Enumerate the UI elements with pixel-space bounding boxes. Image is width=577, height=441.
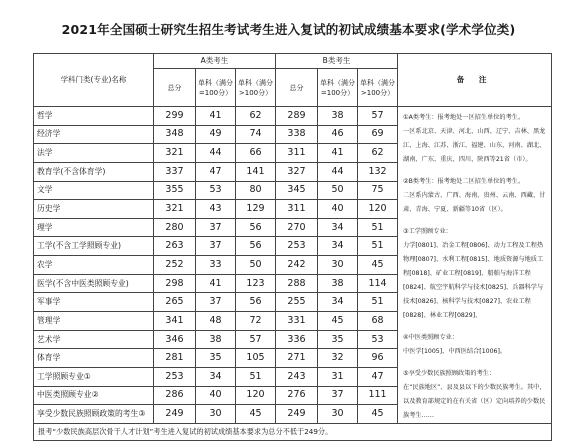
score-b-total: 327 [276,162,318,181]
score-a-s2: 129 [236,200,276,219]
score-a-total: 265 [154,293,196,312]
score-a-s2: 123 [236,274,276,293]
page-title: 2021年全国硕士研究生招生考试考生进入复试的初试成绩基本要求(学术学位类) [61,22,516,37]
score-b-total: 276 [276,386,318,405]
score-a-s2: 66 [236,144,276,163]
header-a-total: 总分 [154,69,196,107]
note-line: 中医学[1005]、中西医结合[1006]。 [403,348,507,355]
score-b-total: 243 [276,367,318,386]
score-b-s2: 57 [358,107,398,126]
score-b-total: 255 [276,293,318,312]
score-a-s2: 56 [236,218,276,237]
score-a-total: 286 [154,386,196,405]
score-b-total: 311 [276,200,318,219]
note-line: 二区系内蒙古、广西、海南、贵州、云南、西藏、甘肃、青海、宁夏、新疆等10省（区）。 [403,192,546,213]
score-b-total: 253 [276,237,318,256]
score-a-s1: 43 [196,200,236,219]
note-line: ⑤享受少数民族照顾政策的考生： [403,370,496,377]
score-b-s1: 37 [318,386,358,405]
score-a-s2: 74 [236,125,276,144]
note-line [403,167,548,175]
subject-name: 军事学 [34,293,154,312]
score-b-s2: 75 [358,181,398,200]
score-a-s2: 57 [236,330,276,349]
note-line: ①A类考生：报考地处一区招生单位的考生。 [403,114,525,121]
score-a-s1: 37 [196,218,236,237]
score-a-total: 263 [154,237,196,256]
score-b-total: 270 [276,218,318,237]
score-a-s2: 56 [236,237,276,256]
note-line [403,323,548,331]
score-b-s2: 114 [358,274,398,293]
note-line: ②B类考生：报考地处二区招生单位的考生。 [403,178,525,185]
header-notes: 备 注 [398,54,552,107]
subject-name: 管理学 [34,312,154,331]
score-a-total: 346 [154,330,196,349]
score-a-total: 355 [154,181,196,200]
score-b-total: 289 [276,107,318,126]
score-b-s1: 40 [318,200,358,219]
score-b-s1: 35 [318,330,358,349]
subject-name: 教育学(不含体育学) [34,162,154,181]
note-line [403,359,548,367]
score-b-s1: 34 [318,293,358,312]
header-zone-a: A类考生 [154,54,276,69]
score-b-s2: 120 [358,200,398,219]
score-a-s2: 105 [236,349,276,368]
score-a-total: 299 [154,107,196,126]
score-b-s2: 51 [358,237,398,256]
subject-name: 文学 [34,181,154,200]
score-b-s2: 45 [358,405,398,424]
header-row-1 [34,54,552,69]
score-b-total: 249 [276,405,318,424]
score-a-s1: 47 [196,162,236,181]
subject-name: 中医类照顾专业② [34,386,154,405]
header-b-single-over-100: 单科（满分>100分） [358,69,398,107]
score-a-s1: 33 [196,256,236,275]
subject-name: 艺术学 [34,330,154,349]
subject-name: 理学 [34,218,154,237]
subject-name: 工学(不含工学照顾专业) [34,237,154,256]
score-b-total: 288 [276,274,318,293]
score-a-total: 249 [154,405,196,424]
score-b-s2: 69 [358,125,398,144]
score-a-s2: 80 [236,181,276,200]
score-a-s2: 141 [236,162,276,181]
score-b-s2: 53 [358,330,398,349]
score-b-s1: 30 [318,256,358,275]
score-b-s2: 51 [358,293,398,312]
score-a-total: 348 [154,125,196,144]
score-b-s2: 132 [358,162,398,181]
score-a-s1: 41 [196,107,236,126]
subject-name: 历史学 [34,200,154,219]
subject-name: 享受少数民族照顾政策的考生③ [34,405,154,424]
score-b-s1: 38 [318,107,358,126]
score-a-s1: 30 [196,405,236,424]
note-line [403,217,548,225]
note-line: 力学[0801]、冶金工程[0806]、动力工程及工程热物理[0807]、水利工程[0815]、地质资源与地质工程[0818]、矿业工程[0819]、船舶与海洋工程[0824]、航空宇航科学与技术[0825]、兵器科学与技术[0826]、核科学与技术[0827]、农业工程[0828]、林业工程[0829]、 [403,242,544,319]
subject-name: 农学 [34,256,154,275]
score-a-total: 280 [154,218,196,237]
notes-cell [398,107,552,424]
score-b-total: 338 [276,125,318,144]
score-a-s1: 41 [196,274,236,293]
score-b-total: 311 [276,144,318,163]
score-b-s1: 31 [318,367,358,386]
footnote: 报考“少数民族高层次骨干人才计划”考生进入复试的初试成绩基本要求为总分不低于249分。 [34,424,552,441]
score-b-s2: 62 [358,144,398,163]
score-b-s1: 30 [318,405,358,424]
score-a-s1: 37 [196,237,236,256]
score-b-s1: 46 [318,125,358,144]
score-b-total: 331 [276,312,318,331]
subject-name: 医学(不含中医类照顾专业) [34,274,154,293]
score-b-s1: 38 [318,274,358,293]
score-a-s1: 40 [196,386,236,405]
note-line: ③工学照顾专业： [403,228,452,235]
score-a-s1: 49 [196,125,236,144]
score-b-s1: 32 [318,349,358,368]
score-b-s1: 41 [318,144,358,163]
score-a-total: 253 [154,367,196,386]
score-a-s2: 45 [236,405,276,424]
score-b-total: 271 [276,349,318,368]
score-b-total: 336 [276,330,318,349]
score-a-s2: 62 [236,107,276,126]
score-a-total: 337 [154,162,196,181]
score-b-s2: 68 [358,312,398,331]
score-b-s2: 51 [358,218,398,237]
score-b-total: 242 [276,256,318,275]
header-b-total: 总分 [276,69,318,107]
header-a-single-over-100: 单科（满分>100分） [236,69,276,107]
subject-name: 法学 [34,144,154,163]
note-line: 在“民族地区”、县及县以下的少数民族考生。其中，以及教育部规定的在有关省（区）定向培养的少数民族考生…… [403,384,546,419]
score-a-s1: 38 [196,330,236,349]
header-b-single-100: 单科（满分=100分） [318,69,358,107]
subject-name: 经济学 [34,125,154,144]
header-subject: 学科门类(专业)名称 [34,54,154,107]
score-a-s2: 50 [236,256,276,275]
score-b-s2: 47 [358,367,398,386]
score-b-total: 345 [276,181,318,200]
score-b-s2: 111 [358,386,398,405]
score-a-total: 321 [154,144,196,163]
score-b-s1: 34 [318,218,358,237]
footnote-row [34,424,552,441]
score-a-total: 281 [154,349,196,368]
header-zone-b: B类考生 [276,54,398,69]
score-a-total: 298 [154,274,196,293]
note-line: 一区系北京、天津、河北、山西、辽宁、吉林、黑龙江、上海、江苏、浙江、福建、山东、河南、湖北、湖南、广东、重庆、四川、陕西等21省（市）。 [403,128,546,163]
score-a-s1: 34 [196,367,236,386]
score-b-s1: 44 [318,162,358,181]
score-a-s2: 72 [236,312,276,331]
table-row [34,107,552,126]
score-b-s1: 45 [318,312,358,331]
score-a-s1: 53 [196,181,236,200]
score-a-total: 341 [154,312,196,331]
note-line: ④中医类照顾专业： [403,334,459,341]
score-a-s2: 120 [236,386,276,405]
score-a-s1: 37 [196,293,236,312]
score-b-s1: 34 [318,237,358,256]
score-a-s1: 48 [196,312,236,331]
score-a-total: 321 [154,200,196,219]
score-b-s2: 45 [358,256,398,275]
score-b-s2: 96 [358,349,398,368]
subject-name: 工学照顾专业① [34,367,154,386]
header-a-single-100: 单科（满分=100分） [196,69,236,107]
score-a-total: 252 [154,256,196,275]
score-a-s1: 44 [196,144,236,163]
subject-name: 体育学 [34,349,154,368]
score-a-s2: 56 [236,293,276,312]
subject-name: 哲学 [34,107,154,126]
score-a-s1: 35 [196,349,236,368]
score-b-s1: 50 [318,181,358,200]
score-a-s2: 51 [236,367,276,386]
score-table [33,53,552,441]
